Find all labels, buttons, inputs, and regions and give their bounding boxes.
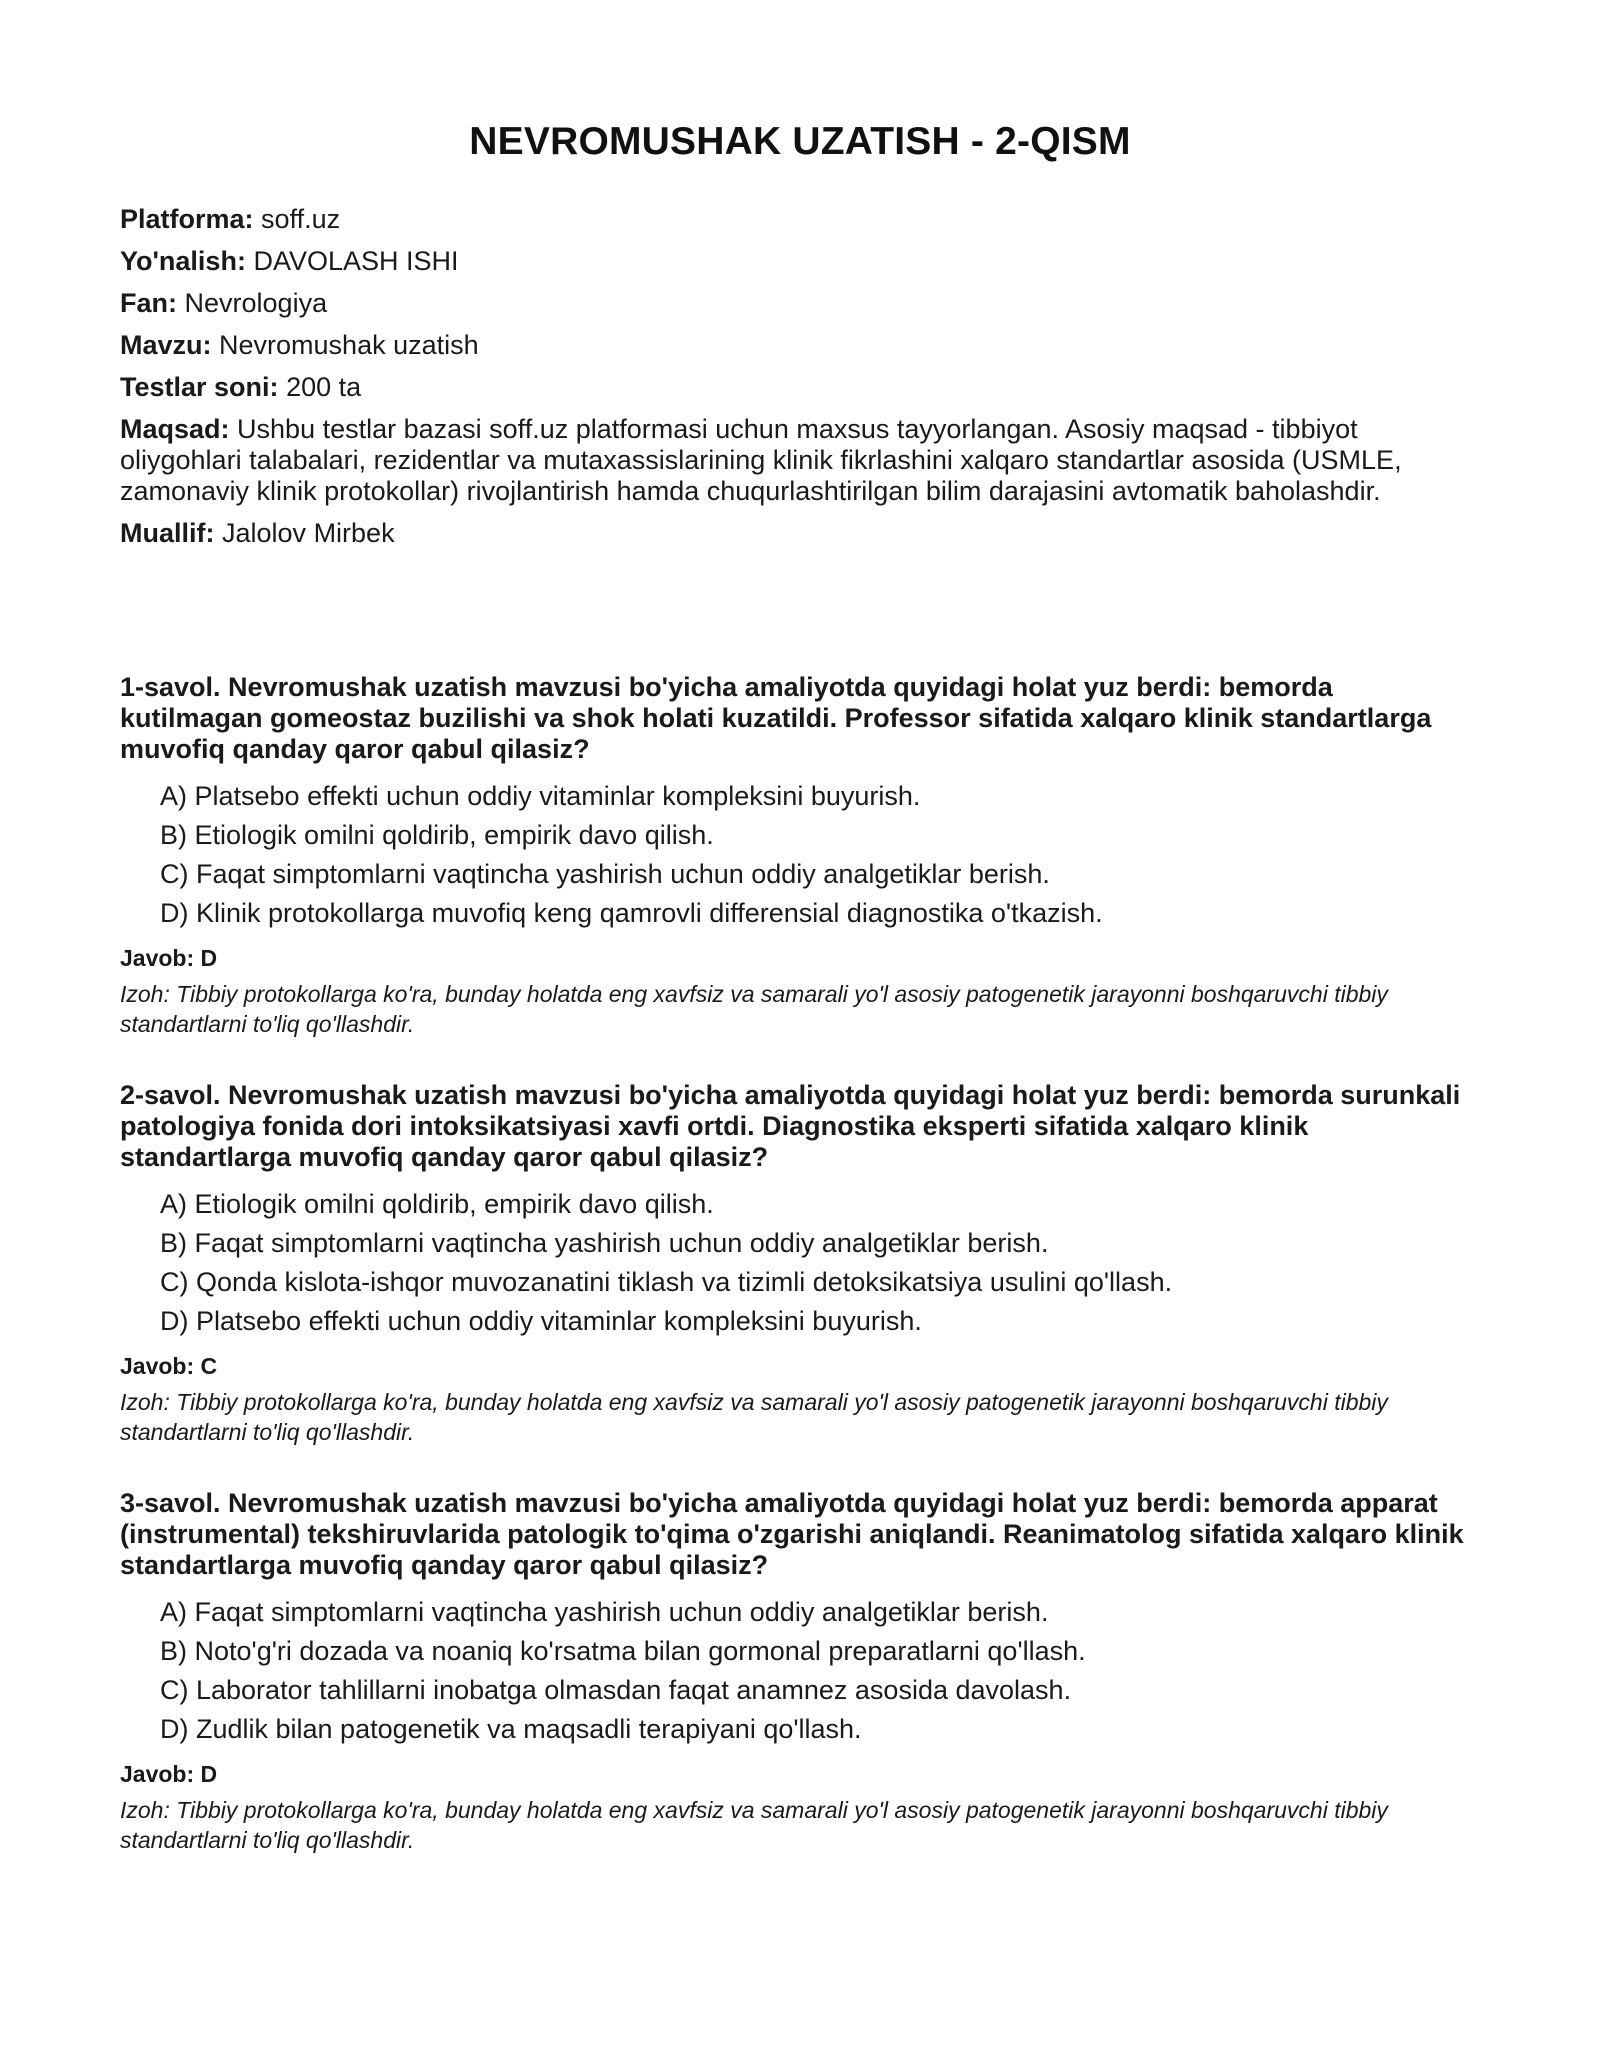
meta-label: Yo'nalish: (120, 246, 246, 276)
question-text: 2-savol. Nevromushak uzatish mavzusi bo'yicha amaliyotda quyidagi holat yuz berdi: bemorda surunkali patologiya fonida dori intoksikatsiyasi xavfi ortdi. Diagnostika eksperti sifatida xalqaro klinik standartlarga muvofiq qanday qaror qabul qilasiz? (120, 1080, 1461, 1172)
meta-value: soff.uz (261, 204, 341, 234)
answer-option: A) Faqat simptomlarni vaqtincha yashirish uchun oddiy analgetiklar berish. (160, 1597, 1049, 1627)
meta-label: Maqsad: (120, 414, 230, 444)
page-title: NEVROMUSHAK UZATISH - 2-QISM (469, 120, 1131, 163)
explanation-note: Izoh: Tibbiy protokollarga ko'ra, bunday holatda eng xavfsiz va samarali yo'l asosiy patogenetik jarayonni boshqaruvchi tibbiy standartlarni to'liq qo'llashdir. (120, 1797, 1388, 1853)
question-block (120, 1080, 1480, 1488)
correct-answer: Javob: D (120, 1761, 218, 1787)
answer-option: C) Faqat simptomlarni vaqtincha yashirish uchun oddiy analgetiklar berish. (160, 859, 1050, 889)
answer-option: C) Qonda kislota-ishqor muvozanatini tiklash va tizimli detoksikatsiya usulini qo'llash. (160, 1267, 1173, 1297)
metadata-section (120, 204, 1480, 560)
answer-option: B) Faqat simptomlarni vaqtincha yashirish uchun oddiy analgetiklar berish. (160, 1228, 1049, 1258)
meta-topic (120, 330, 1480, 361)
explanation-note: Izoh: Tibbiy protokollarga ko'ra, bunday holatda eng xavfsiz va samarali yo'l asosiy patogenetik jarayonni boshqaruvchi tibbiy standartlarni to'liq qo'llashdir. (120, 1389, 1388, 1445)
answer-option: B) Noto'g'ri dozada va noaniq ko'rsatma bilan gormonal preparatlarni qo'llash. (160, 1636, 1086, 1666)
meta-value: Nevrologiya (184, 288, 328, 318)
meta-label: Platforma: (120, 204, 254, 234)
question-block (120, 1488, 1480, 1896)
answer-option: D) Klinik protokollarga muvofiq keng qamrovli differensial diagnostika o'tkazish. (160, 898, 1103, 928)
answer-options (120, 777, 1480, 933)
correct-answer: Javob: D (120, 945, 218, 971)
meta-label: Fan: (120, 288, 177, 318)
questions-section (120, 672, 1480, 1896)
meta-platform (120, 204, 1480, 235)
meta-label: Mavzu: (120, 330, 212, 360)
answer-option: C) Laborator tahlillarni inobatga olmasdan faqat anamnez asosida davolash. (160, 1675, 1072, 1705)
meta-subject (120, 288, 1480, 319)
question-text: 3-savol. Nevromushak uzatish mavzusi bo'yicha amaliyotda quyidagi holat yuz berdi: bemorda apparat (instrumental) tekshiruvlarida patologik to'qima o'zgarishi aniqlandi. Reanimatolog sifatida xalqaro klinik standartlarga muvofiq qanday qaror qabul qilasiz? (120, 1488, 1464, 1580)
meta-value: Nevromushak uzatish (219, 330, 479, 360)
meta-value: Ushbu testlar bazasi soff.uz platformasi uchun maxsus tayyorlangan. Asosiy maqsad - tibbiyot oliygohlari talabalari, rezidentlar va mutaxassislarining klinik fikrlashini xalqaro standartlar asosida (USMLE, zamonaviy klinik protokollar) rivojlantirish hamda chuqurlashtirilgan bilim darajasini avtomatik baholashdir. (120, 414, 1402, 506)
meta-goal (120, 414, 1480, 507)
answer-option: D) Zudlik bilan patogenetik va maqsadli terapiyani qo'llash. (160, 1714, 862, 1744)
meta-author (120, 518, 1480, 549)
answer-options (120, 1593, 1480, 1749)
answer-option: A) Platsebo effekti uchun oddiy vitaminlar kompleksini buyurish. (160, 781, 921, 811)
meta-label: Muallif: (120, 518, 215, 548)
meta-value: DAVOLASH ISHI (253, 246, 459, 276)
question-text: 1-savol. Nevromushak uzatish mavzusi bo'yicha amaliyotda quyidagi holat yuz berdi: bemorda kutilmagan gomeostaz buzilishi va shok holati kuzatildi. Professor sifatida xalqaro klinik standartlarga muvofiq qanday qaror qabul qilasiz? (120, 672, 1432, 764)
answer-option: B) Etiologik omilni qoldirib, empirik davo qilish. (160, 820, 714, 850)
meta-test-count (120, 372, 1480, 403)
meta-label: Testlar soni: (120, 372, 279, 402)
question-block (120, 672, 1480, 1080)
meta-value: 200 ta (286, 372, 362, 402)
meta-direction (120, 246, 1480, 277)
answer-option: D) Platsebo effekti uchun oddiy vitaminlar kompleksini buyurish. (160, 1306, 922, 1336)
meta-value: Jalolov Mirbek (222, 518, 395, 548)
answer-options (120, 1185, 1480, 1341)
explanation-note: Izoh: Tibbiy protokollarga ko'ra, bunday holatda eng xavfsiz va samarali yo'l asosiy patogenetik jarayonni boshqaruvchi tibbiy standartlarni to'liq qo'llashdir. (120, 981, 1388, 1037)
correct-answer: Javob: C (120, 1353, 218, 1379)
answer-option: A) Etiologik omilni qoldirib, empirik davo qilish. (160, 1189, 714, 1219)
